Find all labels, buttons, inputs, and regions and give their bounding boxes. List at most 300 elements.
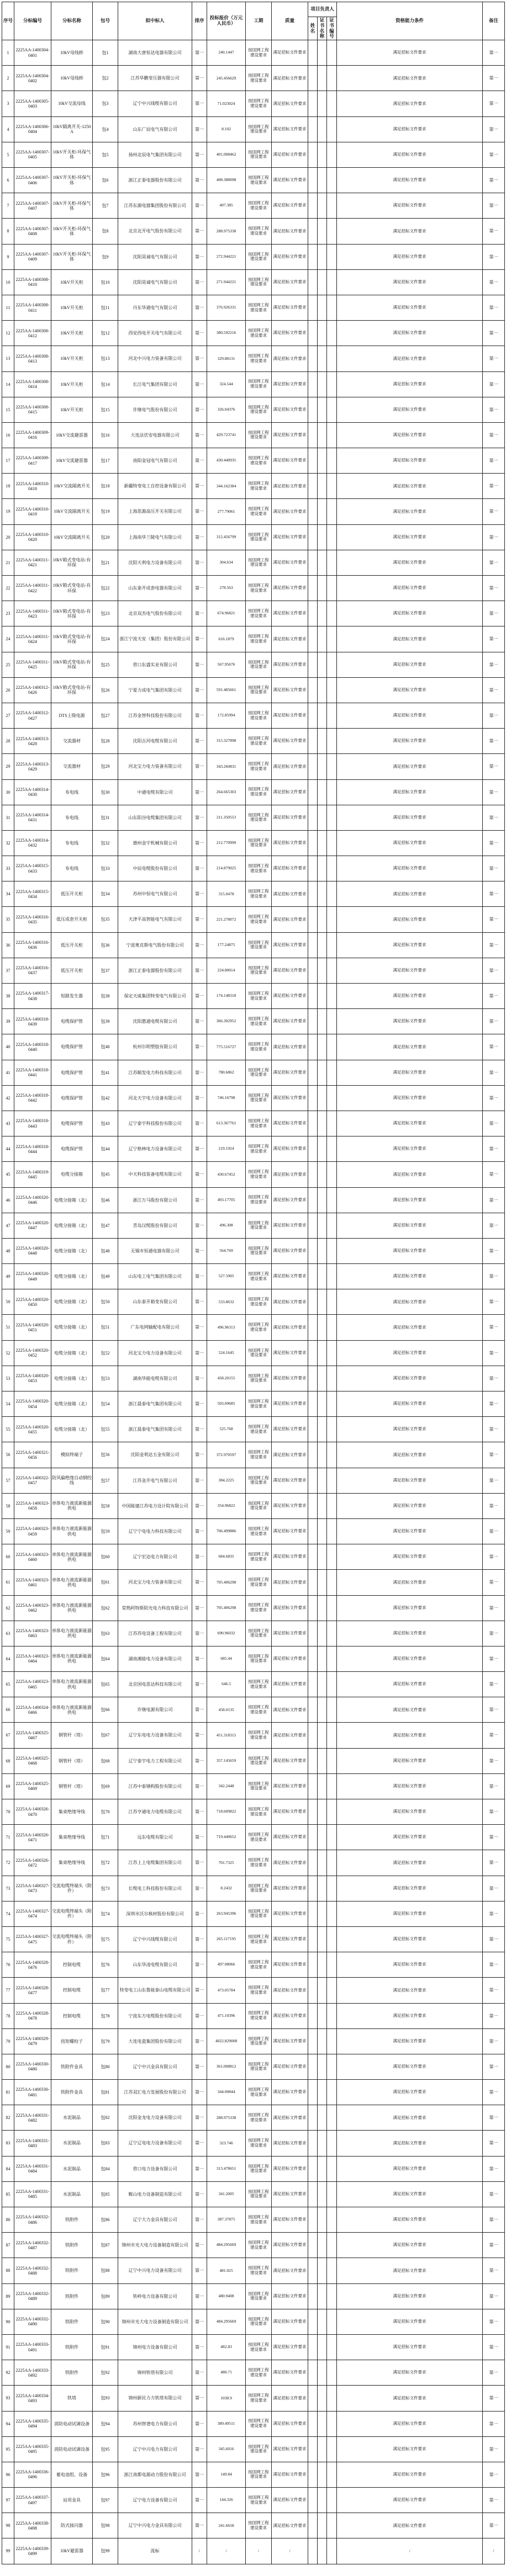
cell-code: 2225AA-1400327-0473 — [14, 1876, 51, 1901]
table-row — [2, 1773, 505, 1799]
cell-rank: 第一 — [192, 2334, 207, 2360]
cell-price: 690.96032 — [207, 1621, 246, 1646]
cell-rank: 第一 — [192, 2181, 207, 2207]
cell-ability: 满足招标文件要求 — [337, 2003, 483, 2028]
cell-manager-no — [327, 1213, 337, 1238]
table-row — [2, 729, 505, 754]
cell-name: 铁附件 — [51, 2207, 93, 2233]
cell-ability: 满足招标文件要求 — [337, 1748, 483, 1773]
cell-manager-name — [308, 397, 318, 422]
cell-code: 2225AA-1400304-0402 — [14, 66, 51, 91]
cell-winner: 锦州新民力力铁塔有限公司 — [118, 2386, 192, 2411]
cell-quality: 满足招标文件要求 — [272, 1595, 308, 1621]
cell-seq: 96 — [2, 2462, 14, 2487]
cell-code: 2225AA-1400307-0409 — [14, 244, 51, 269]
cell-name: 单体电力液流新能源供电 — [51, 1493, 93, 1518]
cell-period: 按国网工程建设要求 — [246, 1187, 272, 1213]
cell-price: 524.1645 — [207, 1340, 246, 1366]
cell-remark: 第一 — [483, 2462, 505, 2487]
cell-price: 219.1924 — [207, 1136, 246, 1162]
cell-name: 铁附件 — [51, 2309, 93, 2334]
cell-seq: 23 — [2, 601, 14, 626]
cell-name: 10kV交流避雷器 — [51, 422, 93, 448]
cell-manager-no — [327, 2003, 337, 2028]
cell-remark: 第一 — [483, 193, 505, 219]
cell-remark: 第一 — [483, 2334, 505, 2360]
cell-name: 电缆分接箱（北） — [51, 1213, 93, 1238]
cell-seq: 51 — [2, 1315, 14, 1340]
cell-manager-name — [308, 677, 318, 703]
cell-name: 单体电力液流新能源供电 — [51, 1621, 93, 1646]
cell-ability: 满足招标文件要求 — [337, 2207, 483, 2233]
cell-code: 2225AA-1400323-0458 — [14, 1493, 51, 1518]
cell-price: 613.367761 — [207, 1111, 246, 1136]
cell-rank: 第一 — [192, 116, 207, 142]
cell-remark: 第一 — [483, 1723, 505, 1748]
cell-winner: 许继电气股份有限公司 — [118, 397, 192, 422]
cell-manager-no — [327, 244, 337, 269]
cell-ability: 满足招标文件要求 — [337, 2411, 483, 2436]
cell-manager-no — [327, 1417, 337, 1442]
cell-rank: 第一 — [192, 1136, 207, 1162]
cell-period: 按国网工程建设要求 — [246, 219, 272, 244]
cell-seq: 54 — [2, 1391, 14, 1417]
cell-quality: 满足招标文件要求 — [272, 1518, 308, 1544]
cell-quality: 满足招标文件要求 — [272, 499, 308, 524]
cell-manager-name — [308, 779, 318, 805]
cell-winner: 锦州电力设备有限公司 — [118, 2334, 192, 2360]
cell-winner: 杭州尔明塑胶有限公司 — [118, 1034, 192, 1060]
cell-seq: 45 — [2, 1162, 14, 1187]
cell-manager-no — [327, 729, 337, 754]
cell-quality: 满足招标文件要求 — [272, 1060, 308, 1085]
cell-rank: 第一 — [192, 2233, 207, 2258]
cell-winner: 锦州市光大电力设备制造有限公司 — [118, 2309, 192, 2334]
cell-remark: 第一 — [483, 1009, 505, 1034]
cell-name: 10kV交流避雷器 — [51, 448, 93, 474]
cell-quality: 满足招标文件要求 — [272, 626, 308, 652]
cell-rank: 第一 — [192, 779, 207, 805]
cell-manager-no — [327, 1646, 337, 1671]
cell-code: 2225AA-1400308-0414 — [14, 371, 51, 397]
cell-winner: 江苏苏电设备工程有限公司 — [118, 1621, 192, 1646]
cell-remark: 第一 — [483, 1085, 505, 1111]
cell-manager-cert — [318, 2283, 327, 2309]
cell-rank: 第一 — [192, 1162, 207, 1187]
table-row — [2, 576, 505, 601]
cell-name: 防风偏绝缘自动钢绞线 — [51, 1468, 93, 1493]
cell-price: 345.6016 — [207, 2436, 246, 2462]
cell-manager-name — [308, 2436, 318, 2462]
cell-rank: 第一 — [192, 2080, 207, 2105]
cell-quality: 满足招标文件要求 — [272, 932, 308, 958]
cell-quality: 满足招标文件要求 — [272, 652, 308, 677]
cell-winner: 保定天威集团特变电气有限公司 — [118, 984, 192, 1009]
cell-manager-name — [308, 2462, 318, 2487]
cell-seq: 12 — [2, 321, 14, 346]
cell-manager-name — [308, 321, 318, 346]
cell-code: 2225AA-1400332-0488 — [14, 2258, 51, 2283]
cell-manager-no — [327, 1264, 337, 1289]
cell-quality: 满足招标文件要求 — [272, 907, 308, 932]
cell-manager-name — [308, 1238, 318, 1263]
cell-code: 2225AA-1400328-0477 — [14, 1978, 51, 2003]
cell-package: 包14 — [93, 371, 118, 397]
cell-rank: 第一 — [192, 2028, 207, 2054]
cell-manager-cert — [318, 2131, 327, 2156]
cell-price: 214.879025 — [207, 856, 246, 881]
cell-price: 616.1879 — [207, 626, 246, 652]
cell-remark: 第一 — [483, 881, 505, 907]
cell-code: 2225AA-1400327-0474 — [14, 1901, 51, 1926]
cell-package: 包62 — [93, 1595, 118, 1621]
cell-period: 按国网工程建设要求 — [246, 1646, 272, 1671]
cell-ability: 满足招标文件要求 — [337, 1060, 483, 1085]
cell-remark: 第一 — [483, 677, 505, 703]
table-row — [2, 1085, 505, 1111]
cell-period: 按国网工程建设要求 — [246, 524, 272, 550]
cell-period: 按国网工程建设要求 — [246, 40, 272, 66]
cell-ability: 满足招标文件要求 — [337, 2462, 483, 2487]
cell-package: 包55 — [93, 1417, 118, 1442]
cell-rank: 第一 — [192, 1060, 207, 1085]
cell-manager-cert — [318, 91, 327, 116]
cell-manager-cert — [318, 193, 327, 219]
cell-name: 10kV开关柜-环保气体 — [51, 168, 93, 193]
cell-name: 10kV开关柜 — [51, 371, 93, 397]
cell-name: 铁附件 — [51, 2360, 93, 2386]
cell-manager-name — [308, 346, 318, 371]
cell-package: 包24 — [93, 626, 118, 652]
cell-period: 按国网工程建设要求 — [246, 1264, 272, 1289]
table-row — [2, 2538, 505, 2564]
table-body — [2, 40, 505, 2564]
cell-manager-cert — [318, 830, 327, 856]
cell-remark: 第一 — [483, 1289, 505, 1315]
cell-seq: 3 — [2, 91, 14, 116]
cell-package: 包69 — [93, 1773, 118, 1799]
cell-period: 按国网工程建设要求 — [246, 729, 272, 754]
cell-price: 705.406298 — [207, 1595, 246, 1621]
cell-period: 按国网工程建设要求 — [246, 1799, 272, 1825]
cell-manager-cert — [318, 321, 327, 346]
cell-quality: 满足招标文件要求 — [272, 1901, 308, 1926]
cell-remark: 第一 — [483, 2054, 505, 2079]
cell-remark: 第一 — [483, 2360, 505, 2386]
cell-code: 2225AA-1400318-0442 — [14, 1085, 51, 1111]
table-row — [2, 1723, 505, 1748]
cell-price: 591.485661 — [207, 677, 246, 703]
cell-manager-name — [308, 244, 318, 269]
cell-seq: 35 — [2, 907, 14, 932]
cell-package: 包40 — [93, 1034, 118, 1060]
cell-seq: 9 — [2, 244, 14, 269]
table-row — [2, 2334, 505, 2360]
cell-quality: 满足招标文件要求 — [272, 805, 308, 830]
table-row — [2, 984, 505, 1009]
cell-seq: 52 — [2, 1340, 14, 1366]
cell-ability: 满足招标文件要求 — [337, 2513, 483, 2538]
cell-rank: 第一 — [192, 66, 207, 91]
cell-manager-no — [327, 601, 337, 626]
table-row — [2, 1009, 505, 1034]
cell-name: 交流电缆终端头（附件） — [51, 1926, 93, 1952]
cell-manager-name — [308, 219, 318, 244]
cell-winner: 鞍山电力设备制造有限公司 — [118, 2181, 192, 2207]
cell-period: 按国网工程建设要求 — [246, 269, 272, 295]
cell-code: 2225AA-1400326-0471 — [14, 1825, 51, 1850]
cell-winner: 深圳市沃尔核材股份有限公司 — [118, 1901, 192, 1926]
cell-manager-no — [327, 346, 337, 371]
cell-package: 包68 — [93, 1748, 118, 1773]
table-row — [2, 1060, 505, 1085]
cell-winner: 江苏东源电器集团股份有限公司 — [118, 193, 192, 219]
cell-price: 212.770999 — [207, 830, 246, 856]
cell-seq: 5 — [2, 142, 14, 167]
cell-package: 包35 — [93, 907, 118, 932]
cell-code: 2225AA-1400320-0452 — [14, 1340, 51, 1366]
table-row — [2, 1850, 505, 1876]
cell-rank: 第一 — [192, 1417, 207, 1442]
cell-rank: 第一 — [192, 1850, 207, 1876]
cell-manager-no — [327, 984, 337, 1009]
cell-manager-name — [308, 40, 318, 66]
cell-package: 包4 — [93, 116, 118, 142]
cell-winner: 辽宁宏达电力有限公司 — [118, 1544, 192, 1570]
cell-package: 包33 — [93, 856, 118, 881]
cell-price: 366.302952 — [207, 1009, 246, 1034]
cell-manager-cert — [318, 754, 327, 779]
cell-code: 2225AA-1400331-0482 — [14, 2105, 51, 2131]
cell-package: 包41 — [93, 1060, 118, 1085]
cell-manager-name — [308, 2054, 318, 2079]
header-package: 包号 — [93, 2, 118, 40]
cell-seq: 11 — [2, 295, 14, 320]
cell-quality: 满足招标文件要求 — [272, 2386, 308, 2411]
cell-manager-cert — [318, 729, 327, 754]
cell-period: 按国网工程建设要求 — [246, 2156, 272, 2181]
cell-quality: 满足招标文件要求 — [272, 1748, 308, 1773]
cell-name: 低压开关柜 — [51, 958, 93, 983]
table-row — [2, 1289, 505, 1315]
cell-remark: 第一 — [483, 1570, 505, 1595]
cell-name: 电缆分接箱（北） — [51, 1315, 93, 1340]
table-row — [2, 1417, 505, 1442]
cell-manager-cert — [318, 1238, 327, 1263]
cell-name: 电缆分接箱 — [51, 1162, 93, 1187]
cell-seq: 84 — [2, 2156, 14, 2181]
table-row — [2, 1442, 505, 1468]
cell-seq: 39 — [2, 1009, 14, 1034]
cell-price: 493.17705 — [207, 1187, 246, 1213]
cell-code: 2225AA-1400337-0497 — [14, 2488, 51, 2513]
cell-quality: 满足招标文件要求 — [272, 1646, 308, 1671]
cell-code: 2225AA-1400309-0417 — [14, 448, 51, 474]
cell-price: 473.05784 — [207, 1978, 246, 2003]
cell-period: 按国网工程建设要求 — [246, 601, 272, 626]
cell-manager-no — [327, 1034, 337, 1060]
cell-manager-no — [327, 2207, 337, 2233]
cell-winner: 辽宁中兴金具有限公司 — [118, 2054, 192, 2079]
cell-name: 布电线 — [51, 779, 93, 805]
cell-quality: 满足招标文件要求 — [272, 2309, 308, 2334]
cell-ability: 满足招标文件要求 — [337, 1723, 483, 1748]
cell-manager-no — [327, 269, 337, 295]
cell-quality: 满足招标文件要求 — [272, 1773, 308, 1799]
table-row — [2, 1825, 505, 1850]
cell-quality: 满足招标文件要求 — [272, 1952, 308, 1978]
cell-manager-cert — [318, 652, 327, 677]
cell-manager-name — [308, 601, 318, 626]
cell-rank: 第一 — [192, 1391, 207, 1417]
cell-period: 按国网工程建设要求 — [246, 1876, 272, 1901]
cell-price: 354.96822 — [207, 1493, 246, 1518]
cell-manager-no — [327, 2436, 337, 2462]
cell-ability: 满足招标文件要求 — [337, 805, 483, 830]
cell-ability: 满足招标文件要求 — [337, 2360, 483, 2386]
cell-rank: 第一 — [192, 2411, 207, 2436]
table-row — [2, 2131, 505, 2156]
cell-rank: 第一 — [192, 1442, 207, 1468]
cell-name: 电缆保护管 — [51, 1111, 93, 1136]
cell-period: 按国网工程建设要求 — [246, 371, 272, 397]
cell-manager-cert — [318, 244, 327, 269]
cell-package: 包19 — [93, 499, 118, 524]
cell-manager-name — [308, 754, 318, 779]
cell-seq: 78 — [2, 2003, 14, 2028]
cell-seq: 67 — [2, 1723, 14, 1748]
cell-code: 2225AA-1400334-0493 — [14, 2386, 51, 2411]
cell-code: 2225AA-1400324-0466 — [14, 1697, 51, 1723]
cell-remark: 第一 — [483, 1926, 505, 1952]
cell-price: 241.6658 — [207, 2513, 246, 2538]
cell-remark: 第一 — [483, 2411, 505, 2436]
cell-remark: 第一 — [483, 1187, 505, 1213]
cell-period: 按国网工程建设要求 — [246, 168, 272, 193]
cell-package: 包21 — [93, 550, 118, 575]
cell-winner: 河北宝力电力设备有限公司 — [118, 1340, 192, 1366]
cell-manager-no — [327, 371, 337, 397]
cell-manager-no — [327, 1978, 337, 2003]
cell-winner: 德州金宇机械有限公司 — [118, 830, 192, 856]
cell-manager-cert — [318, 1952, 327, 1978]
cell-quality: 满足招标文件要求 — [272, 193, 308, 219]
cell-name: 钢管杆（塔） — [51, 1748, 93, 1773]
cell-rank: 第一 — [192, 1009, 207, 1034]
cell-rank: 第一 — [192, 1952, 207, 1978]
cell-quality: 满足招标文件要求 — [272, 2334, 308, 2360]
table-row — [2, 1876, 505, 1901]
cell-name: 10kV开关柜-环保气体 — [51, 193, 93, 219]
cell-seq: 34 — [2, 881, 14, 907]
table-row — [2, 1315, 505, 1340]
cell-name: 铁附件金具 — [51, 2054, 93, 2079]
cell-manager-no — [327, 2513, 337, 2538]
cell-name: 铁附件 — [51, 2258, 93, 2283]
cell-period: 按国网工程建设要求 — [246, 2207, 272, 2233]
cell-seq: 92 — [2, 2360, 14, 2386]
cell-price: 324.544 — [207, 371, 246, 397]
table-row — [2, 1111, 505, 1136]
cell-manager-name — [308, 830, 318, 856]
cell-winner: 远东电缆有限公司 — [118, 1825, 192, 1850]
cell-manager-name — [308, 1366, 318, 1391]
cell-price: 326.04376 — [207, 397, 246, 422]
cell-quality: 满足招标文件要求 — [272, 2488, 308, 2513]
cell-manager-no — [327, 2538, 337, 2564]
cell-ability: 满足招标文件要求 — [337, 142, 483, 167]
cell-period: 按国网工程建设要求 — [246, 2386, 272, 2411]
cell-quality: 满足招标文件要求 — [272, 474, 308, 499]
bid-result-table — [2, 2, 505, 2564]
cell-manager-no — [327, 1850, 337, 1876]
cell-code: 2225AA-1400325-0468 — [14, 1748, 51, 1773]
cell-code: 2225AA-1400315-0433 — [14, 856, 51, 881]
cell-period: 按国网工程建设要求 — [246, 1723, 272, 1748]
cell-winner: 长江电气集团有限公司 — [118, 371, 192, 397]
cell-rank: 第一 — [192, 677, 207, 703]
cell-manager-no — [327, 2386, 337, 2411]
cell-seq: 53 — [2, 1366, 14, 1391]
cell-remark: 第一 — [483, 1162, 505, 1187]
cell-seq: 81 — [2, 2080, 14, 2105]
cell-period: 按国网工程建设要求 — [246, 550, 272, 575]
cell-ability: 满足招标文件要求 — [337, 1952, 483, 1978]
cell-remark: 第一 — [483, 958, 505, 983]
cell-manager-cert — [318, 881, 327, 907]
cell-winner: 广东电网输配电有限公司 — [118, 1315, 192, 1340]
cell-package: 包42 — [93, 1085, 118, 1111]
cell-remark: 第一 — [483, 1264, 505, 1289]
cell-code: 2225AA-1400316-0436 — [14, 932, 51, 958]
cell-name: 10kV开关柜-环保气体 — [51, 142, 93, 167]
cell-manager-cert — [318, 805, 327, 830]
cell-name: 电缆保护管 — [51, 1009, 93, 1034]
cell-manager-name — [308, 2309, 318, 2334]
cell-quality: 满足招标文件要求 — [272, 2436, 308, 2462]
cell-code: 2225AA-1400328-0478 — [14, 2003, 51, 2028]
table-row — [2, 2156, 505, 2181]
cell-seq: 44 — [2, 1136, 14, 1162]
cell-manager-no — [327, 1697, 337, 1723]
cell-period: 按国网工程建设要求 — [246, 1952, 272, 1978]
cell-period: 按国网工程建设要求 — [246, 1136, 272, 1162]
cell-code: 2225AA-1400319-0445 — [14, 1162, 51, 1187]
cell-remark: 第一 — [483, 2309, 505, 2334]
cell-price: 304.634 — [207, 550, 246, 575]
cell-manager-name — [308, 1187, 318, 1213]
cell-seq: 99 — [2, 2538, 14, 2564]
cell-code: 2225AA-1400314-0432 — [14, 830, 51, 856]
cell-manager-name — [308, 1009, 318, 1034]
table-row — [2, 397, 505, 422]
cell-quality: 满足招标文件要求 — [272, 1289, 308, 1315]
cell-period: 按国网工程建设要求 — [246, 805, 272, 830]
cell-winner: 辽宁泰宇电力工程有限公司 — [118, 1748, 192, 1773]
cell-price: 342.2448 — [207, 1773, 246, 1799]
cell-manager-cert — [318, 1340, 327, 1366]
cell-seq: 87 — [2, 2233, 14, 2258]
cell-package: 包43 — [93, 1111, 118, 1136]
table-row — [2, 2386, 505, 2411]
cell-code: 2225AA-1400312-0427 — [14, 703, 51, 728]
cell-manager-cert — [318, 2488, 327, 2513]
cell-period: 按国网工程建设要求 — [246, 754, 272, 779]
cell-manager-name — [308, 1697, 318, 1723]
table-row — [2, 2411, 505, 2436]
header-winner: 拟中标人 — [118, 2, 192, 40]
cell-period: 按国网工程建设要求 — [246, 1085, 272, 1111]
